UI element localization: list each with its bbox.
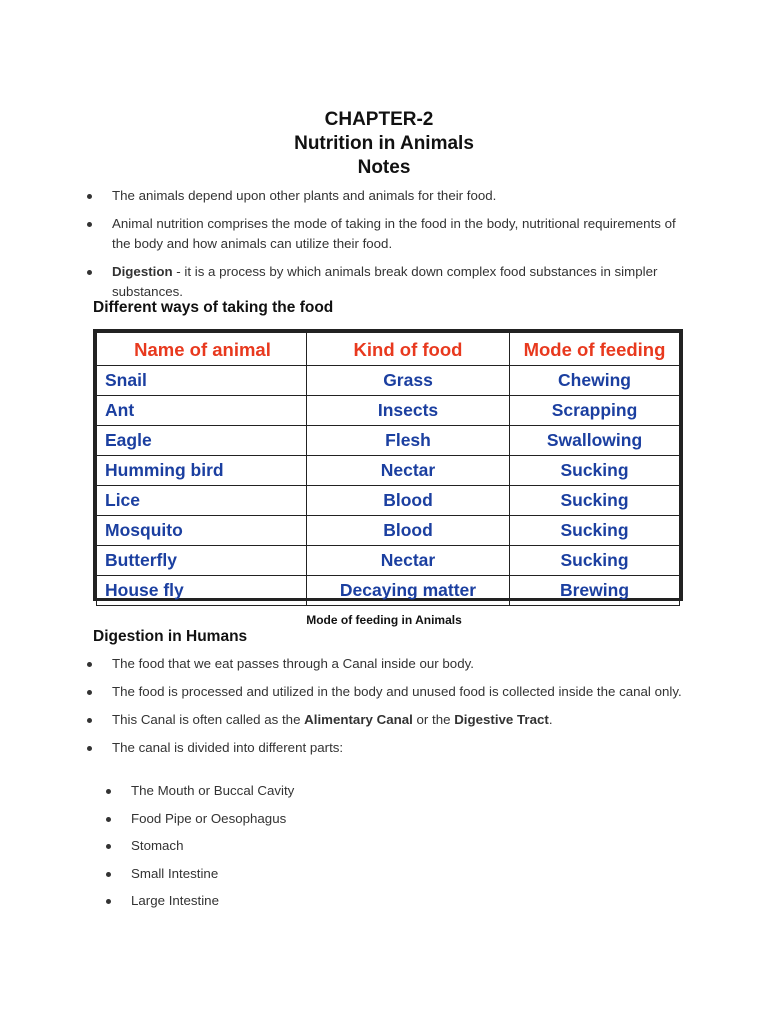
bullet-icon [87, 662, 92, 667]
section-heading-digestion: Digestion in Humans [93, 628, 248, 645]
cell-food: Nectar [307, 546, 510, 576]
list-item-text: . [548, 712, 553, 727]
list-item [87, 738, 687, 758]
column-header-food: Kind of food [307, 333, 510, 366]
cell-animal: Ant [97, 396, 307, 426]
table-row [97, 546, 680, 576]
chapter-subtitle: Notes [357, 157, 411, 178]
list-item-text: This Canal is often called as the [112, 712, 305, 727]
bullet-icon [106, 844, 111, 849]
table-row [97, 576, 680, 606]
bullet-icon [106, 789, 111, 794]
bullet-icon [106, 817, 111, 822]
table-caption: Mode of feeding in Animals [306, 613, 462, 627]
cell-mode: Scrapping [510, 396, 680, 426]
bullet-icon [87, 222, 92, 227]
bullet-icon [87, 746, 92, 751]
list-item-text: The food is processed and utilized in the body and unused food is collected inside the canal only. [112, 684, 682, 699]
term-digestion: Digestion [112, 264, 173, 279]
table-row [97, 426, 680, 456]
bullet-icon [106, 872, 111, 877]
table-header-row [97, 333, 680, 366]
list-item-text: or the [412, 712, 455, 727]
list-item [87, 654, 687, 674]
cell-animal: Humming bird [97, 456, 307, 486]
intro-bullet-list [87, 186, 687, 310]
section-heading-ways: Different ways of taking the food [93, 299, 334, 316]
bullet-icon [87, 718, 92, 723]
bullet-icon [87, 690, 92, 695]
list-item-text: Large Intestine [131, 893, 219, 909]
column-header-animal: Name of animal [97, 333, 307, 366]
list-item-text: The Mouth or Buccal Cavity [131, 783, 295, 798]
list-item [87, 186, 687, 206]
list-item-text: Stomach [131, 838, 184, 854]
list-item [106, 891, 706, 911]
list-item-text: Animal nutrition comprises the mode of taking in the food in the body, nutritional requirements of the body and how animals can utilize their food. [112, 216, 676, 251]
cell-animal: Snail [97, 366, 307, 396]
term-alimentary-canal: Alimentary Canal [304, 712, 413, 727]
canal-parts-list [106, 781, 706, 919]
list-item [87, 710, 687, 730]
column-header-mode: Mode of feeding [510, 333, 680, 366]
feeding-table-frame [93, 329, 683, 601]
table-row [97, 456, 680, 486]
bullet-icon [106, 899, 111, 904]
list-item [106, 809, 706, 829]
cell-food: Blood [307, 486, 510, 516]
list-item-text: Small Intestine [131, 865, 219, 881]
list-item [87, 682, 687, 702]
cell-food: Nectar [307, 456, 510, 486]
list-item [106, 836, 706, 856]
cell-mode: Brewing [510, 576, 680, 606]
title-block [0, 108, 768, 180]
list-item [106, 781, 706, 801]
cell-mode: Sucking [510, 516, 680, 546]
cell-animal: Lice [97, 486, 307, 516]
list-item [106, 864, 706, 884]
cell-mode: Sucking [510, 546, 680, 576]
cell-animal: Mosquito [97, 516, 307, 546]
bullet-icon [87, 270, 92, 275]
list-item-text: - it is a process by which animals break down complex food substances in simpler substances. [112, 264, 658, 299]
bullet-icon [87, 194, 92, 199]
chapter-title: Nutrition in Animals [294, 133, 474, 154]
table-row [97, 486, 680, 516]
cell-animal: House fly [97, 576, 307, 606]
cell-animal: Butterfly [97, 546, 307, 576]
cell-food: Insects [307, 396, 510, 426]
list-item-text: The canal is divided into different parts: [112, 740, 344, 755]
cell-mode: Sucking [510, 456, 680, 486]
table-row [97, 366, 680, 396]
cell-mode: Sucking [510, 486, 680, 516]
term-digestive-tract: Digestive Tract [454, 712, 549, 727]
list-item-text: The food that we eat passes through a Canal inside our body. [112, 656, 474, 671]
cell-food: Blood [307, 516, 510, 546]
list-item-text: Food Pipe or Oesophagus [131, 810, 287, 826]
feeding-table [96, 332, 680, 606]
table-row [97, 516, 680, 546]
list-item [87, 214, 687, 254]
cell-mode: Chewing [510, 366, 680, 396]
cell-animal: Eagle [97, 426, 307, 456]
digestion-bullet-list [87, 654, 687, 766]
table-row [97, 396, 680, 426]
cell-food: Flesh [307, 426, 510, 456]
chapter-number: CHAPTER-2 [324, 109, 434, 130]
cell-food: Grass [307, 366, 510, 396]
list-item [87, 262, 687, 302]
list-item-text: The animals depend upon other plants and animals for their food. [112, 188, 497, 203]
cell-mode: Swallowing [510, 426, 680, 456]
cell-food: Decaying matter [307, 576, 510, 606]
